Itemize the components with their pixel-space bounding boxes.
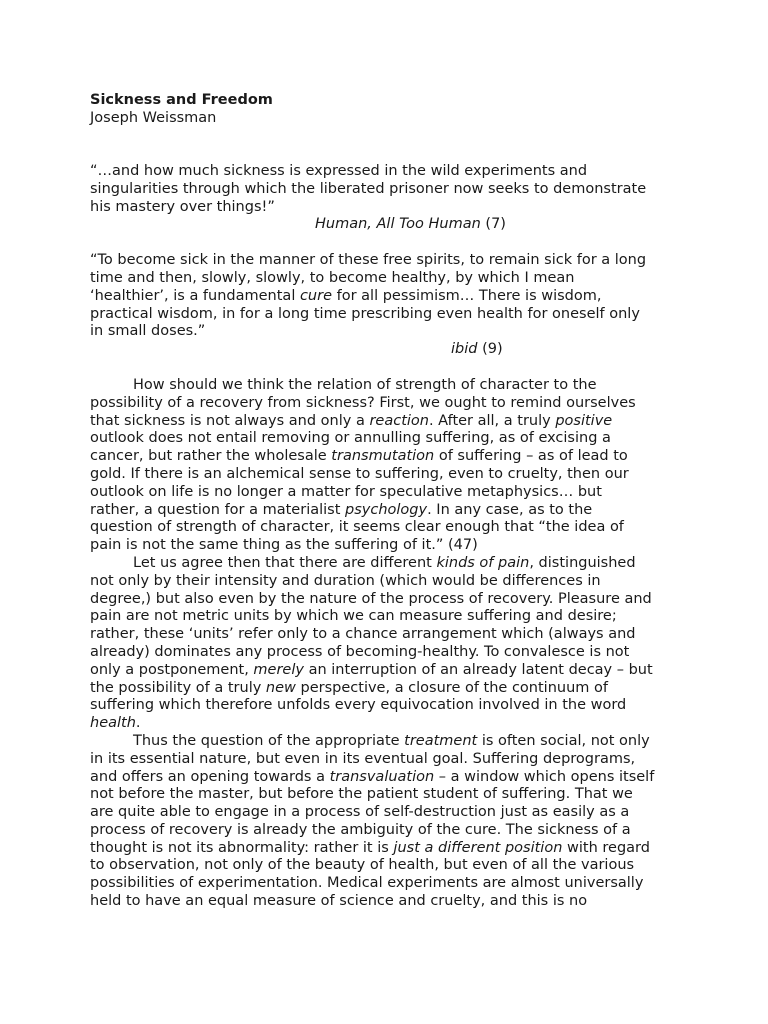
paragraph-3 xyxy=(90,733,720,911)
text-run: Thus the question of the appropriate xyxy=(133,732,405,749)
citation-page: (9) xyxy=(477,341,503,358)
italic-run: merely xyxy=(253,661,304,678)
epigraph-2 xyxy=(90,252,720,359)
text-run: an interruption of an already latent decay – but xyxy=(303,661,653,678)
epigraph-line: his mastery over things!” xyxy=(90,198,275,215)
text-run: of suffering – as of lead to xyxy=(434,448,628,465)
text-run: ‘healthier’, is a fundamental xyxy=(90,287,300,304)
italic-run: transvaluation xyxy=(329,768,435,785)
spacer xyxy=(90,234,720,252)
text-run: and offers an opening towards a xyxy=(90,768,330,785)
text-run: for all pessimism… There is wisdom, xyxy=(332,287,602,304)
italic-run: new xyxy=(265,679,296,696)
paragraph-line: outlook does not entail removing or annulling suffering, as of excising a xyxy=(90,430,611,447)
epigraph-line: singularities through which the liberated prisoner now seeks to demonstrate xyxy=(90,180,647,197)
epigraph-line: time and then, slowly, slowly, to become healthy, by which I mean xyxy=(90,269,575,286)
paragraph-line xyxy=(90,733,720,751)
epigraph-line: “…and how much sickness is expressed in the wild experiments and xyxy=(90,163,588,179)
paragraph-line: outlook on life is no longer a matter for speculative metaphysics… but xyxy=(90,483,602,500)
text-run: is often social, not only xyxy=(477,732,650,749)
text-run: thought is not its abnormality: rather it is xyxy=(90,839,394,856)
spacer xyxy=(90,127,720,163)
paragraph-line xyxy=(90,680,720,698)
citation-title: Human, All Too Human xyxy=(315,216,481,233)
paragraph-line xyxy=(90,448,720,466)
paragraph-line: degree,) but also even by the nature of the process of recovery. Pleasure and xyxy=(90,590,652,607)
epigraph-line: practical wisdom, in for a long time prescribing even health for oneself only xyxy=(90,305,640,322)
paragraph-line xyxy=(90,715,720,733)
paragraph-line: suffering which therefore unfolds every equivocation involved in the word xyxy=(90,697,627,714)
paragraph-line: held to have an equal measure of science and cruelty, and this is no xyxy=(90,893,588,910)
italic-run: just a different position xyxy=(393,839,563,856)
paragraph-line xyxy=(90,662,720,680)
document-author: Joseph Weissman xyxy=(90,110,217,126)
paragraph-line: to observation, not only of the beauty of health, but even of all the various xyxy=(90,857,635,874)
epigraph-1 xyxy=(90,163,720,234)
paragraph-line: process of recovery is already the ambiguity of the cure. The sickness of a xyxy=(90,821,631,838)
paragraph-line: possibilities of experimentation. Medical experiments are almost universally xyxy=(90,875,644,892)
paragraph-line xyxy=(90,502,720,520)
italic-run: positive xyxy=(555,412,613,429)
epigraph-line: “To become sick in the manner of these free spirits, to remain sick for a long xyxy=(90,252,647,269)
text-run: , distinguished xyxy=(529,554,636,571)
paragraph-line xyxy=(90,555,720,573)
text-run: . After all, a truly xyxy=(428,412,556,429)
paragraph-line: already) dominates any process of becoming-healthy. To convalesce is not xyxy=(90,643,630,660)
italic-run: kinds of pain xyxy=(436,554,530,571)
text-run: rather, a question for a materialist xyxy=(90,501,346,518)
paragraph-line: pain is not the same thing as the suffering of it.” (47) xyxy=(90,537,478,554)
paragraph-line: question of strength of character, it seems clear enough that “the idea of xyxy=(90,519,624,536)
italic-run: reaction xyxy=(369,412,429,429)
epigraph-line xyxy=(90,288,720,306)
text-run: that sickness is not always and only a xyxy=(90,412,370,429)
citation-page: (7) xyxy=(480,216,506,233)
paragraph-line: not only by their intensity and duration (which would be differences in xyxy=(90,572,601,589)
text-run: . xyxy=(135,715,141,732)
paragraph-line: How should we think the relation of strength of character to the xyxy=(133,376,597,393)
italic-run: transmutation xyxy=(331,448,435,465)
paragraph-line: in its essential nature, but even in its eventual goal. Suffering deprograms, xyxy=(90,750,636,767)
document-title: Sickness and Freedom xyxy=(90,92,273,108)
paragraph-line: gold. If there is an alchemical sense to suffering, even to cruelty, then our xyxy=(90,465,629,482)
paragraph-line xyxy=(90,840,720,858)
text-run: Let us agree then that there are different xyxy=(133,554,437,571)
paragraph-line xyxy=(90,769,720,787)
paragraph-line: possibility of a recovery from sickness? First, we ought to remind ourselves xyxy=(90,394,636,411)
text-run: only a postponement, xyxy=(90,661,254,678)
epigraph-citation xyxy=(90,216,720,234)
paragraph-2 xyxy=(90,555,720,733)
text-run: the possibility of a truly xyxy=(90,679,266,696)
italic-run: cure xyxy=(299,287,332,304)
text-run: perspective, a closure of the continuum of xyxy=(295,679,608,696)
epigraph-citation xyxy=(90,341,720,359)
heading-block xyxy=(90,91,720,127)
document-body xyxy=(90,91,720,911)
epigraph-line: in small doses.” xyxy=(90,323,206,340)
italic-run: treatment xyxy=(404,732,478,749)
spacer xyxy=(90,359,720,377)
citation-title: ibid xyxy=(451,341,478,358)
paragraph-line xyxy=(90,413,720,431)
paragraph-line: rather, these ‘units’ refer only to a chance arrangement which (always and xyxy=(90,626,636,643)
text-run: . In any case, as to the xyxy=(427,501,593,518)
text-run: – a window which opens itself xyxy=(434,768,655,785)
paragraph-line: pain are not metric units by which we can measure suffering and desire; xyxy=(90,608,617,625)
text-run: with regard xyxy=(562,839,650,856)
paragraph-1 xyxy=(90,377,720,555)
paragraph-line: not before the master, but before the patient student of suffering. That we xyxy=(90,786,633,803)
paragraph-line: are quite able to engage in a process of self-destruction just as easily as a xyxy=(90,804,630,821)
text-run: cancer, but rather the wholesale xyxy=(90,448,332,465)
italic-run: health xyxy=(90,715,136,732)
italic-run: psychology xyxy=(345,501,428,518)
